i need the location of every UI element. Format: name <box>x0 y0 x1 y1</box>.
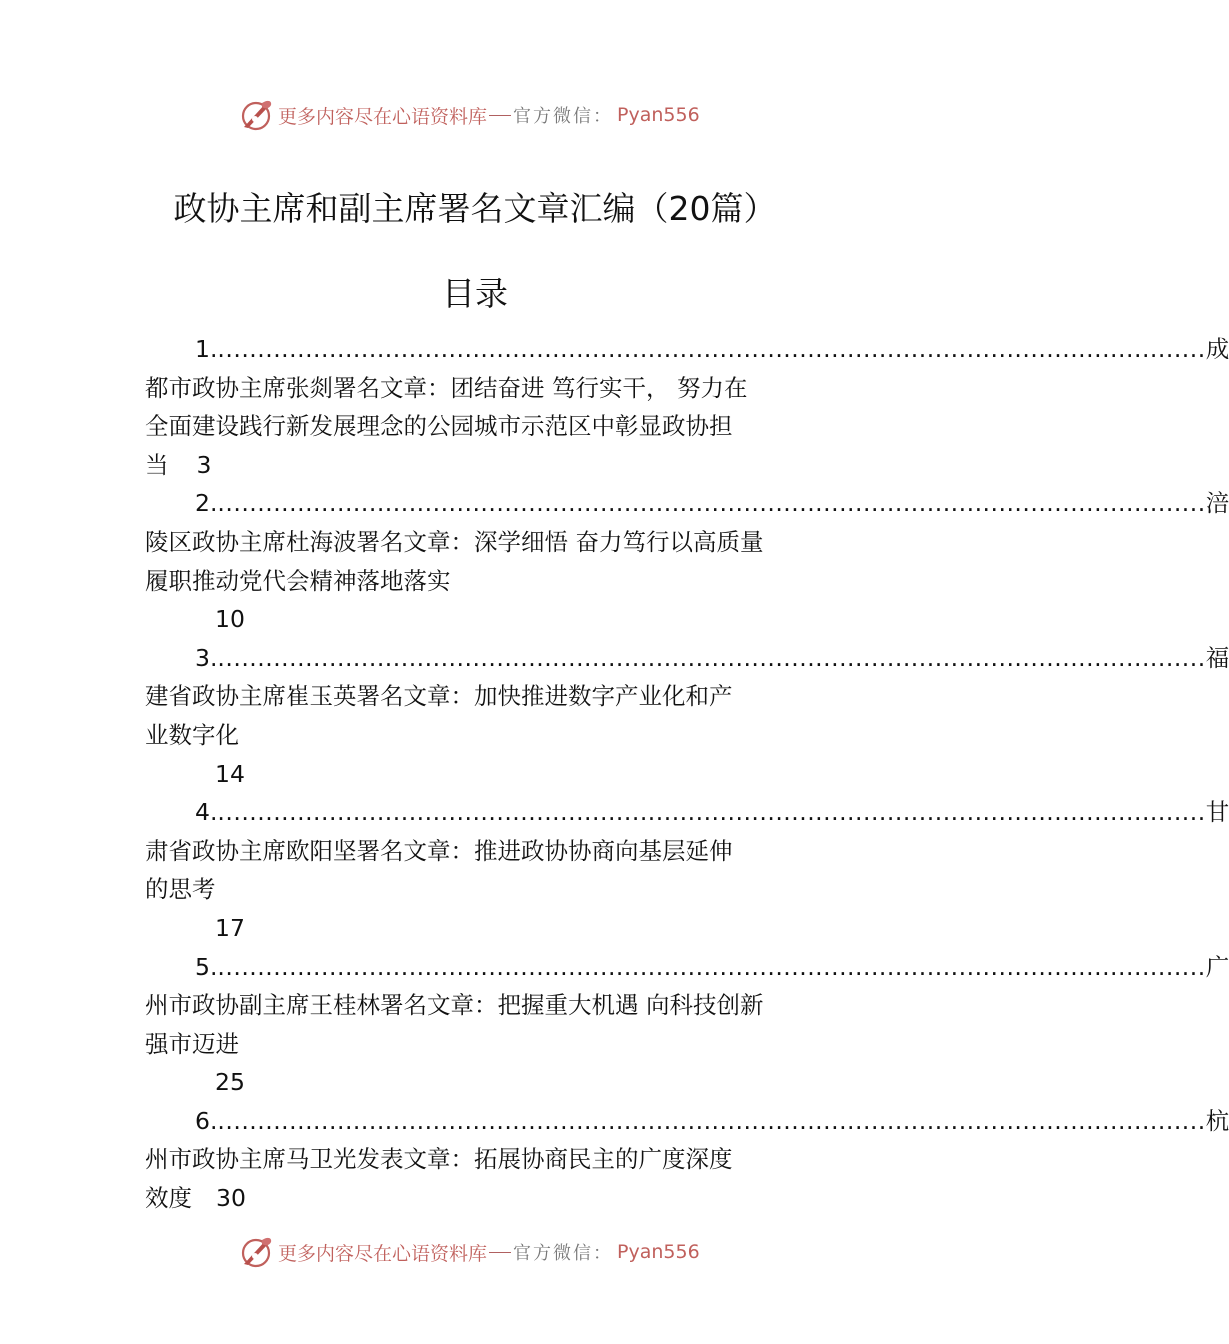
toc-entry-page-number: 17 <box>215 913 245 942</box>
toc-entry-line: 州市政协主席马卫光发表文章：拓展协商民主的广度深度 <box>145 1145 733 1174</box>
toc-leader-dots: ............................................................................................................................ <box>217 643 1206 672</box>
toc-entry-line: 业数字化 <box>145 720 239 749</box>
toc-entry-page-number: 25 <box>215 1068 245 1097</box>
watermark-slogan: 更多内容尽在心语资料库 <box>278 105 488 128</box>
toc-entry-last-line <box>145 1179 825 1218</box>
watermark-slogan: 更多内容尽在心语资料库 <box>278 1242 488 1265</box>
toc-entry-6-lead[interactable] <box>145 1102 1229 1141</box>
toc-leader-dots: ............................................................................................................................ <box>217 798 1206 827</box>
toc-entry-4-lead[interactable] <box>145 793 1229 832</box>
toc-entry-first-char: 杭 <box>1205 1106 1229 1135</box>
toc-entry-number: 6. <box>195 1106 218 1135</box>
toc-entry-tail-text: 效度 <box>145 1184 192 1213</box>
toc-entry-line: 肃省政协主席欧阳坚署名文章：推进政协协商向基层延伸 <box>145 836 733 865</box>
watermark-dash <box>489 115 511 116</box>
toc-entry-1-lead[interactable] <box>145 330 1229 369</box>
toc-entry-page-number: 14 <box>215 759 245 788</box>
toc-entry-3-lead[interactable] <box>145 639 1229 678</box>
toc-entry-2-lead[interactable] <box>145 484 1229 523</box>
toc-entry-last-line <box>145 446 825 485</box>
toc-entry-line: 强市迈进 <box>145 1029 239 1058</box>
toc-entry-first-char: 福 <box>1205 643 1229 672</box>
watermark-banner-top <box>238 95 738 135</box>
toc-entry-line: 州市政协副主席王桂林署名文章：把握重大机遇 向科技创新 <box>145 991 764 1020</box>
toc-entry-first-char: 涪 <box>1205 489 1229 518</box>
toc-heading: 目录 <box>442 274 508 313</box>
toc-leader-dots: ............................................................................................................................ <box>217 335 1206 363</box>
watermark-official-label: 官方微信： <box>513 1243 614 1264</box>
toc-leader-dots: ............................................................................................................................ <box>217 489 1206 518</box>
watermark-dash <box>489 1252 511 1253</box>
toc-entry-line: 履职推动党代会精神落地落实 <box>145 566 451 595</box>
document-title: 政协主席和副主席署名文章汇编（20篇） <box>173 189 777 228</box>
quill-seal-logo-icon <box>238 1234 274 1270</box>
toc-entry-number: 5. <box>195 952 218 981</box>
watermark-wechat-id: Pyan556 <box>617 1241 700 1263</box>
toc-entry-number: 3. <box>195 643 218 672</box>
toc-entry-5-lead[interactable] <box>145 948 1229 987</box>
toc-entry-line: 的思考 <box>145 875 216 904</box>
toc-entry-first-char: 甘 <box>1205 798 1229 827</box>
toc-entry-first-char: 成 <box>1205 335 1229 363</box>
toc-leader-dots: ............................................................................................................................ <box>217 1106 1206 1135</box>
toc-entry-page-number: 3 <box>196 450 212 479</box>
toc-entry-line: 建省政协主席崔玉英署名文章：加快推进数字产业化和产 <box>145 682 733 711</box>
watermark-official-label: 官方微信： <box>513 106 614 127</box>
toc-entry-tail-text: 当 <box>145 450 169 479</box>
toc-entry-page-number: 10 <box>215 605 245 634</box>
table-of-contents <box>145 330 1229 1218</box>
toc-entry-number: 2. <box>195 489 218 518</box>
toc-entry-first-char: 广 <box>1205 952 1229 981</box>
watermark-wechat-id: Pyan556 <box>617 104 700 126</box>
toc-entry-line: 全面建设践行新发展理念的公园城市示范区中彰显政协担 <box>145 412 733 441</box>
quill-seal-logo-icon <box>238 97 274 133</box>
watermark-banner-bottom <box>238 1232 738 1272</box>
toc-entry-number: 1. <box>195 335 218 363</box>
toc-entry-number: 4. <box>195 798 218 827</box>
toc-entry-page-number: 30 <box>216 1184 246 1213</box>
toc-entry-line: 都市政协主席张剡署名文章：团结奋进 笃行实干， 努力在 <box>145 373 748 402</box>
toc-leader-dots: ............................................................................................................................ <box>217 952 1206 981</box>
toc-entry-line: 陵区政协主席杜海波署名文章：深学细悟 奋力笃行以高质量 <box>145 527 764 556</box>
